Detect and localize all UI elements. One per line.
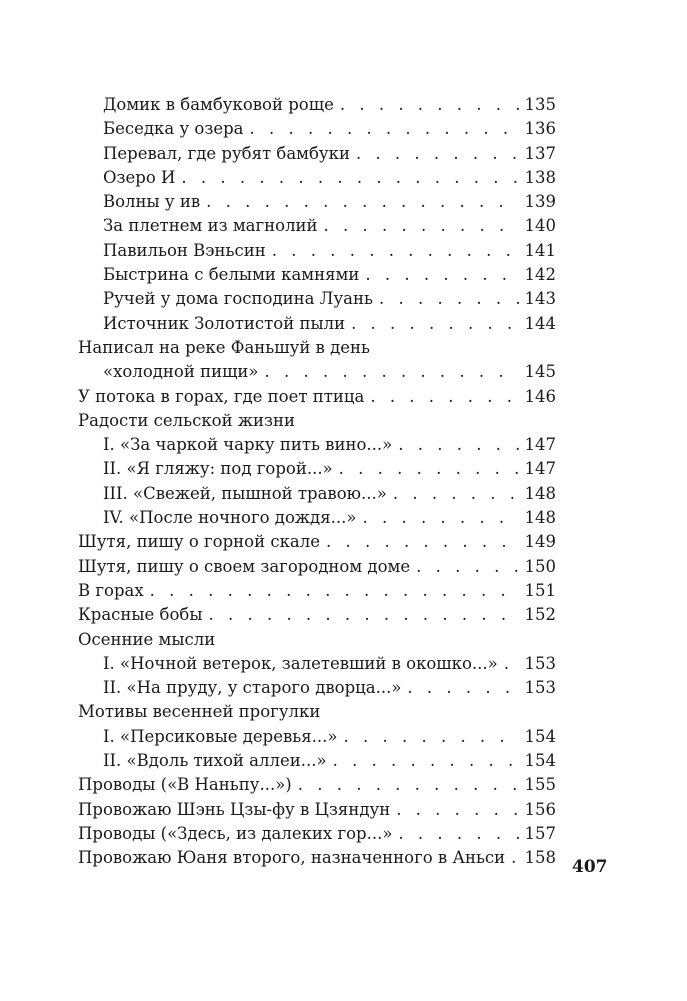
toc-entry-page: 154	[524, 751, 556, 771]
toc-entry-title: Проводы («Здесь, из далеких гор...»	[78, 823, 393, 843]
toc-entry-title: Шутя, пишу о горной скале	[78, 532, 320, 552]
dot-leader	[416, 555, 518, 579]
dot-leader	[208, 603, 518, 627]
toc-entry-page: 140	[524, 216, 556, 236]
toc-entry	[78, 385, 556, 409]
dot-leader	[272, 239, 519, 263]
toc-entry	[78, 93, 556, 117]
toc-entry-page: 142	[524, 265, 556, 285]
toc-entry-title: Перевал, где рубят бамбуки	[103, 143, 350, 163]
dot-leader	[379, 287, 519, 311]
toc-entry	[78, 700, 556, 724]
toc-entry-title: Домик в бамбуковой роще	[103, 95, 334, 114]
dot-leader	[150, 579, 519, 603]
toc-entry-page: 147	[524, 435, 556, 455]
toc-entry-title: III. «Свежей, пышной травою...»	[103, 483, 387, 503]
toc-entry-title: I. «Персиковые деревья...»	[103, 726, 338, 746]
dot-leader	[324, 214, 519, 238]
dot-leader	[407, 676, 518, 700]
toc-entry-title: II. «Я гляжу: под горой...»	[103, 459, 333, 479]
dot-leader	[340, 93, 519, 117]
dot-leader	[344, 725, 519, 749]
dot-leader	[181, 166, 518, 190]
toc-entry-title: Источник Золотистой пыли	[103, 313, 346, 333]
toc-entry-title: За плетнем из магнолий	[103, 216, 318, 236]
dot-leader	[351, 312, 518, 336]
toc-entry-title: В горах	[78, 580, 144, 600]
toc-entry-title: IV. «После ночного дождя...»	[103, 508, 357, 528]
toc-entry-title: I. «За чаркой чарку пить вино...»	[103, 435, 393, 455]
toc-entry-page: 136	[524, 119, 556, 139]
dot-leader	[504, 652, 519, 676]
toc-entry-page: 153	[524, 678, 556, 698]
toc-entry-page: 158	[524, 848, 556, 868]
toc-entry	[78, 263, 556, 287]
toc-entry	[78, 725, 556, 749]
toc-entry	[78, 336, 556, 360]
table-of-contents	[78, 93, 556, 871]
dot-leader	[396, 798, 518, 822]
toc-entry-page: 137	[524, 143, 556, 163]
toc-entry	[78, 166, 556, 190]
toc-entry-title: Павильон Вэньсин	[103, 240, 266, 260]
toc-entry-title: Шутя, пишу о своем загородном доме	[78, 556, 411, 576]
toc-entry	[78, 312, 556, 336]
toc-entry-title: Осенние мысли	[78, 629, 216, 649]
toc-entry	[78, 773, 556, 797]
toc-entry	[78, 749, 556, 773]
dot-leader	[339, 457, 519, 481]
toc-entry-page: 148	[524, 483, 556, 503]
toc-entry-page: 139	[524, 192, 556, 212]
toc-entry-page: 153	[524, 653, 556, 673]
toc-entry-title: Провожаю Юаня второго, назначенного в Аньси	[78, 848, 506, 868]
toc-entry-page: 156	[524, 799, 556, 819]
toc-entry	[78, 822, 556, 846]
toc-entry	[78, 239, 556, 263]
toc-entry-page: 143	[524, 289, 556, 309]
toc-entry	[78, 628, 556, 652]
toc-entry-page: 149	[524, 532, 556, 552]
dot-leader	[298, 773, 519, 797]
dot-leader	[370, 385, 518, 409]
toc-entry	[78, 433, 556, 457]
dot-leader	[326, 530, 519, 554]
dot-leader	[265, 360, 519, 384]
page-number: 407	[572, 857, 608, 877]
toc-entry	[78, 846, 556, 870]
toc-entry-title: Озеро И	[103, 167, 176, 187]
toc-entry	[78, 530, 556, 554]
toc-entry	[78, 482, 556, 506]
toc-entry-title: II. «Вдоль тихой аллеи...»	[103, 751, 327, 771]
toc-entry	[78, 142, 556, 166]
dot-leader	[333, 749, 519, 773]
toc-entry	[78, 676, 556, 700]
toc-entry-page: 157	[524, 823, 556, 843]
toc-entry-page: 146	[524, 386, 556, 406]
toc-entry-page: 150	[524, 556, 556, 576]
toc-entry	[78, 360, 556, 384]
toc-entry-page: 148	[524, 508, 556, 528]
dot-leader	[511, 846, 518, 870]
dot-leader	[356, 142, 519, 166]
toc-entry-page: 141	[524, 240, 556, 260]
toc-entry-title: Ручей у дома господина Луань	[103, 289, 373, 309]
toc-entry	[78, 506, 556, 530]
dot-leader	[398, 822, 518, 846]
toc-entry-title: У потока в горах, где поет птица	[78, 386, 365, 406]
dot-leader	[365, 263, 518, 287]
toc-entry	[78, 579, 556, 603]
toc-entry	[78, 798, 556, 822]
toc-entry-page: 151	[524, 580, 556, 600]
toc-entry-title: Беседка у озера	[103, 119, 244, 139]
toc-entry-page: 147	[524, 459, 556, 479]
dot-leader	[362, 506, 518, 530]
toc-entry	[78, 652, 556, 676]
toc-entry	[78, 409, 556, 433]
toc-entry	[78, 190, 556, 214]
dot-leader	[250, 117, 519, 141]
toc-entry-title: Мотивы весенней прогулки	[78, 702, 321, 722]
toc-entry-title: II. «На пруду, у старого дворца...»	[103, 678, 402, 698]
dot-leader	[393, 482, 519, 506]
toc-entry	[78, 555, 556, 579]
toc-entry-title: Радости сельской жизни	[78, 410, 296, 430]
toc-entry-title: «холодной пищи»	[103, 362, 259, 382]
toc-entry	[78, 457, 556, 481]
toc-entry-title: Красные бобы	[78, 605, 203, 625]
toc-entry-title: Провожаю Шэнь Цзы-фу в Цзяндун	[78, 799, 391, 819]
toc-entry-page: 138	[524, 167, 556, 187]
toc-entry-title: Написал на реке Фаньшуй в день	[78, 337, 370, 357]
toc-entry-title: I. «Ночной ветерок, залетевший в окошко...»	[103, 653, 498, 673]
toc-entry-page: 152	[524, 605, 556, 625]
toc-entry-page: 135	[524, 95, 556, 114]
toc-entry-title: Проводы («В Наньпу...»)	[78, 775, 292, 795]
toc-entry-title: Волны у ив	[103, 192, 201, 212]
toc-entry-page: 144	[524, 313, 556, 333]
toc-entry-page: 155	[524, 775, 556, 795]
dot-leader	[206, 190, 518, 214]
toc-entry	[78, 603, 556, 627]
dot-leader	[398, 433, 518, 457]
toc-entry-page: 145	[524, 362, 556, 382]
toc-entry	[78, 117, 556, 141]
toc-entry-page: 154	[524, 726, 556, 746]
toc-entry-title: Быстрина с белыми камнями	[103, 265, 360, 285]
toc-entry	[78, 287, 556, 311]
toc-entry	[78, 214, 556, 238]
